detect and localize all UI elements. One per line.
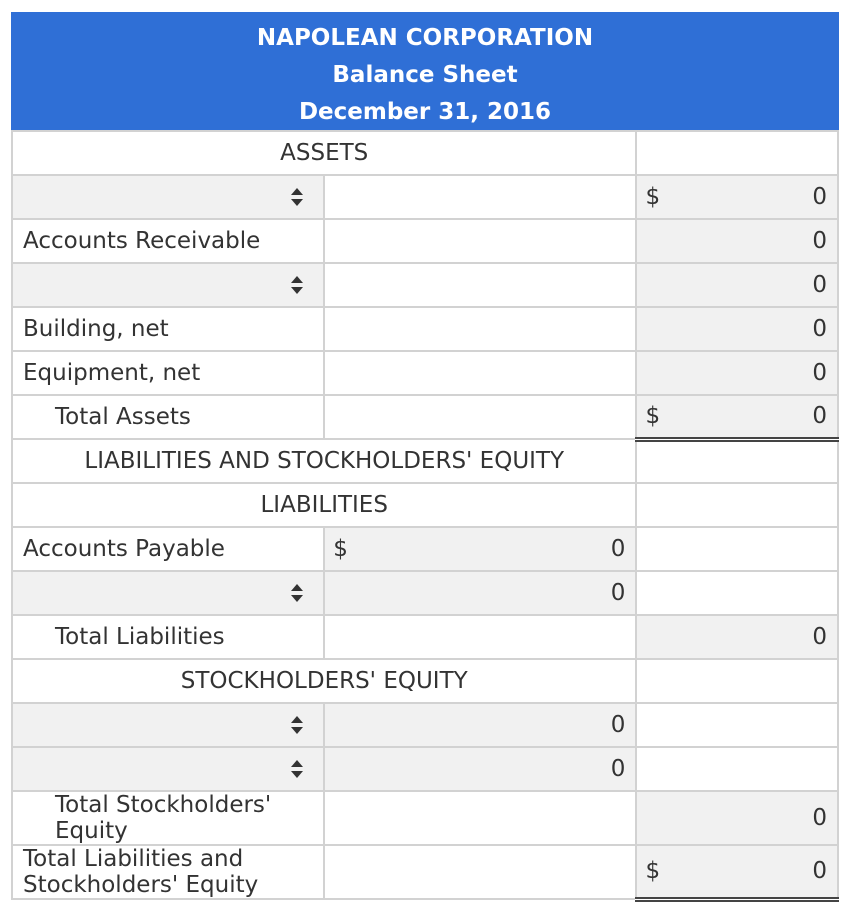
equity-heading: STOCKHOLDERS' EQUITY [12, 659, 636, 703]
asset-account-select-2[interactable] [12, 263, 324, 307]
total-le-col2-input[interactable] [324, 845, 636, 899]
equity-amount-1: 0 [324, 703, 636, 747]
equipment-row [12, 351, 838, 395]
equipment-label: Equipment, net [12, 351, 324, 395]
empty-cell [636, 483, 838, 527]
asset-col2-input-1[interactable] [324, 175, 636, 219]
total-equity-amount: 0 [636, 791, 838, 845]
company-name: NAPOLEAN CORPORATION [256, 25, 594, 51]
statement-date: December 31, 2016 [298, 99, 552, 125]
equity-select-row-1 [12, 703, 838, 747]
total-equity-label: Total Stockholders' Equity [12, 791, 324, 845]
empty-cell [636, 439, 838, 483]
select-arrows-icon [291, 760, 303, 778]
asset-account-select-1[interactable] [12, 175, 324, 219]
liability-account-select[interactable] [12, 571, 324, 615]
select-arrows-icon [291, 716, 303, 734]
equity-heading-row [12, 659, 838, 703]
liab-equity-heading-row [12, 439, 838, 483]
balance-sheet [11, 12, 839, 902]
asset-select-row-2 [12, 263, 838, 307]
equipment-amount: 0 [636, 351, 838, 395]
equity-col3-input-2[interactable] [636, 747, 838, 791]
equity-col3-input-1[interactable] [636, 703, 838, 747]
ar-col2-input[interactable] [324, 219, 636, 263]
asset-col2-input-2[interactable] [324, 263, 636, 307]
accounts-receivable-label: Accounts Receivable [12, 219, 324, 263]
total-assets-label: Total Assets [12, 395, 324, 439]
total-liabilities-row [12, 615, 838, 659]
liability-select-row [12, 571, 838, 615]
assets-heading-row [12, 131, 838, 175]
total-liabilities-label: Total Liabilities [12, 615, 324, 659]
accounts-payable-label: Accounts Payable [12, 527, 324, 571]
select-arrows-icon [291, 584, 303, 602]
accounts-receivable-row [12, 219, 838, 263]
total-liab-equity-amount: $ 0 [636, 845, 838, 899]
sheet-header [11, 12, 839, 130]
liabilities-heading-row [12, 483, 838, 527]
equity-account-select-2[interactable] [12, 747, 324, 791]
building-amount: 0 [636, 307, 838, 351]
total-assets-amount: $ 0 [636, 395, 838, 439]
building-label: Building, net [12, 307, 324, 351]
total-liab-equity-row [12, 845, 838, 899]
accounts-receivable-amount: 0 [636, 219, 838, 263]
select-arrows-icon [291, 276, 303, 294]
select-arrows-icon [291, 188, 303, 206]
assets-heading: ASSETS [12, 131, 636, 175]
total-equity-col2-input[interactable] [324, 791, 636, 845]
asset-select-row-1 [12, 175, 838, 219]
building-row [12, 307, 838, 351]
equity-account-select-1[interactable] [12, 703, 324, 747]
total-assets-col2-input[interactable] [324, 395, 636, 439]
total-equity-row [12, 791, 838, 845]
asset-amount-1: $ 0 [636, 175, 838, 219]
accounts-payable-amount: $ 0 [324, 527, 636, 571]
equity-select-row-2 [12, 747, 838, 791]
total-liab-equity-label: Total Liabilities and Stockholders' Equity [12, 845, 324, 899]
total-assets-row [12, 395, 838, 439]
empty-cell [636, 131, 838, 175]
equipment-col2-input[interactable] [324, 351, 636, 395]
building-col2-input[interactable] [324, 307, 636, 351]
accounts-payable-row [12, 527, 838, 571]
balance-sheet-table [11, 130, 839, 902]
statement-title: Balance Sheet [332, 62, 518, 88]
asset-amount-2: 0 [636, 263, 838, 307]
total-liabilities-amount: 0 [636, 615, 838, 659]
equity-amount-2: 0 [324, 747, 636, 791]
liability-col3-input[interactable] [636, 571, 838, 615]
liabilities-heading: LIABILITIES [12, 483, 636, 527]
empty-cell [636, 659, 838, 703]
ap-col3-input[interactable] [636, 527, 838, 571]
total-liab-col2-input[interactable] [324, 615, 636, 659]
liability-amount: 0 [324, 571, 636, 615]
liab-equity-heading: LIABILITIES AND STOCKHOLDERS' EQUITY [12, 439, 636, 483]
